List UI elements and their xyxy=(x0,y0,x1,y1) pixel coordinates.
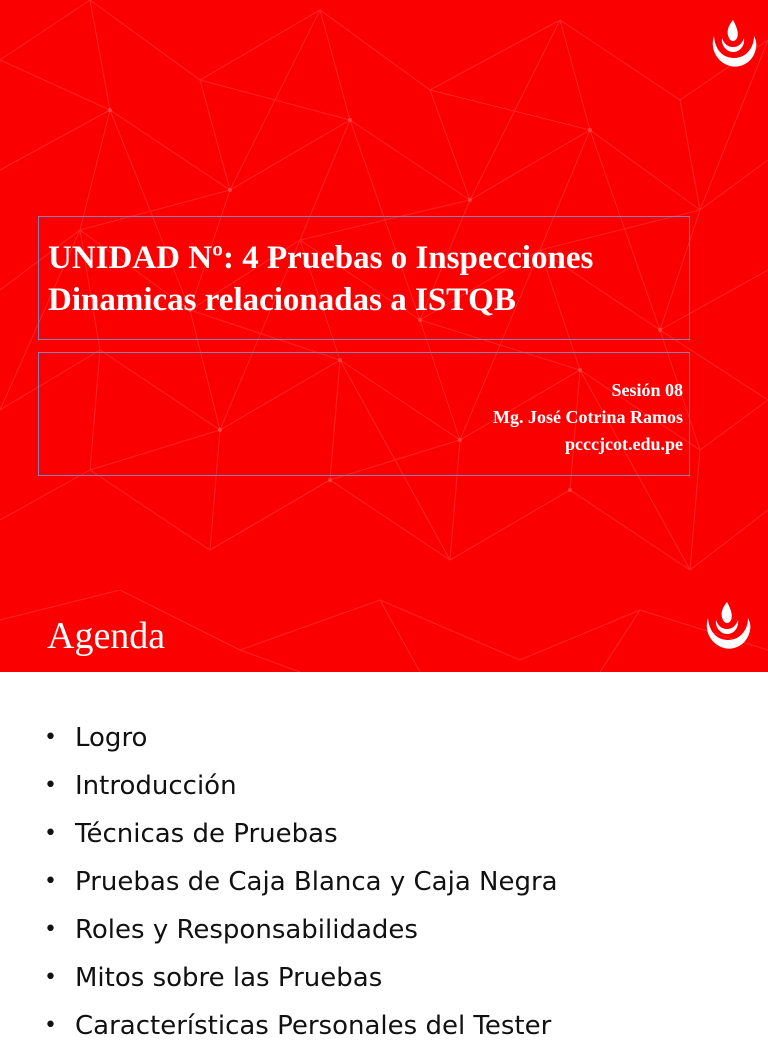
agenda-item-mitos xyxy=(0,954,768,1002)
agenda-item-label: Roles y Responsabilidades xyxy=(75,915,418,945)
agenda-header xyxy=(0,590,768,672)
agenda-item-logro xyxy=(0,714,768,762)
slide-title-line-1: UNIDAD Nº: 4 Pruebas o Inspecciones xyxy=(48,240,594,276)
bullet-icon: • xyxy=(44,725,57,750)
upc-logo-icon xyxy=(700,596,754,652)
bullet-icon: • xyxy=(44,965,57,990)
agenda-list xyxy=(0,714,768,1050)
agenda-item-label: Mitos sobre las Pruebas xyxy=(75,963,383,993)
upc-logo-icon xyxy=(706,14,760,70)
session-label: Sesión 08 xyxy=(611,380,683,400)
presenter-info-box xyxy=(38,352,690,476)
bullet-icon: • xyxy=(44,821,57,846)
bullet-icon: • xyxy=(44,1013,57,1038)
agenda-item-caja xyxy=(0,858,768,906)
author-name: Mg. José Cotrina Ramos xyxy=(493,407,683,427)
bullet-icon: • xyxy=(44,773,57,798)
agenda-title: Agenda xyxy=(47,615,166,657)
agenda-item-tecnicas xyxy=(0,810,768,858)
agenda-item-roles xyxy=(0,906,768,954)
bullet-icon: • xyxy=(44,869,57,894)
title-box xyxy=(38,216,690,340)
agenda-item-label: Introducción xyxy=(75,771,237,801)
agenda-item-introduccion xyxy=(0,762,768,810)
agenda-item-caracteristicas xyxy=(0,1002,768,1050)
slide-title xyxy=(48,237,688,321)
slide-title-line-2: Dinamicas relacionadas a ISTQB xyxy=(48,282,516,318)
author-email: pcccjcot.edu.pe xyxy=(565,434,683,454)
agenda-item-label: Pruebas de Caja Blanca y Caja Negra xyxy=(75,867,558,897)
agenda-item-label: Técnicas de Pruebas xyxy=(75,819,338,849)
presenter-info xyxy=(493,377,683,458)
agenda-item-label: Características Personales del Tester xyxy=(75,1011,552,1041)
agenda-item-label: Logro xyxy=(75,723,148,753)
bullet-icon: • xyxy=(44,917,57,942)
